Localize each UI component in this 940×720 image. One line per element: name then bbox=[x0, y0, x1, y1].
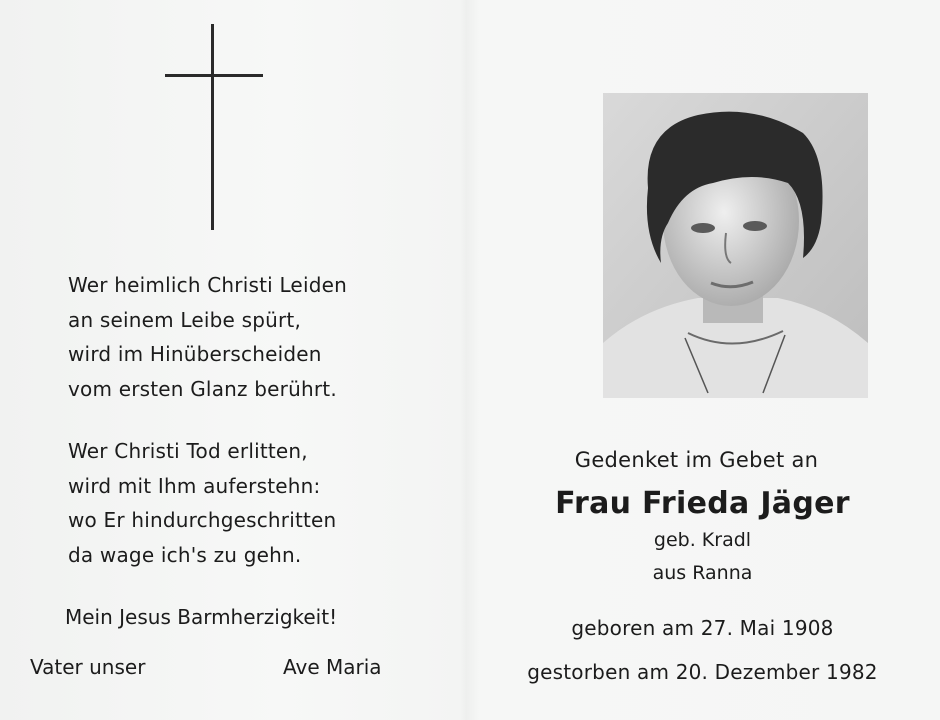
poem-line: Wer Christi Tod erlitten, bbox=[68, 439, 308, 463]
poem-line: an seinem Leibe spürt, bbox=[68, 307, 302, 332]
prayer-ave-maria: Ave Maria bbox=[283, 655, 382, 679]
portrait-image bbox=[603, 93, 868, 398]
poem-stanza-1 bbox=[68, 268, 347, 406]
poem-line: da wage ich's zu gehn. bbox=[68, 542, 302, 567]
poem-line: Wer heimlich Christi Leiden bbox=[68, 273, 347, 297]
poem-line: wird mit Ihm auferstehn: bbox=[68, 473, 321, 498]
origin-place: aus Ranna bbox=[652, 562, 753, 584]
mercy-prayer-line: Mein Jesus Barmherzigkeit! bbox=[65, 605, 338, 629]
poem-line: wird im Hinüberscheiden bbox=[68, 342, 322, 366]
poem-line: wo Er hindurchgeschritten bbox=[68, 508, 337, 532]
deceased-name: Frau Frieda Jäger bbox=[555, 486, 850, 521]
cross-icon bbox=[165, 24, 263, 230]
right-panel bbox=[465, 0, 940, 720]
portrait-photo bbox=[603, 93, 868, 398]
death-date: gestorben am 20. Dezember 1982 bbox=[527, 660, 878, 684]
poem-stanza-2 bbox=[68, 434, 336, 572]
maiden-name: geb. Kradl bbox=[653, 529, 752, 551]
left-panel bbox=[0, 0, 465, 720]
birth-date: geboren am 27. Mai 1908 bbox=[571, 616, 834, 640]
prayer-vater-unser: Vater unser bbox=[30, 655, 146, 679]
remembrance-line: Gedenket im Gebet an bbox=[574, 448, 819, 472]
poem-line: vom ersten Glanz berührt. bbox=[68, 376, 337, 401]
